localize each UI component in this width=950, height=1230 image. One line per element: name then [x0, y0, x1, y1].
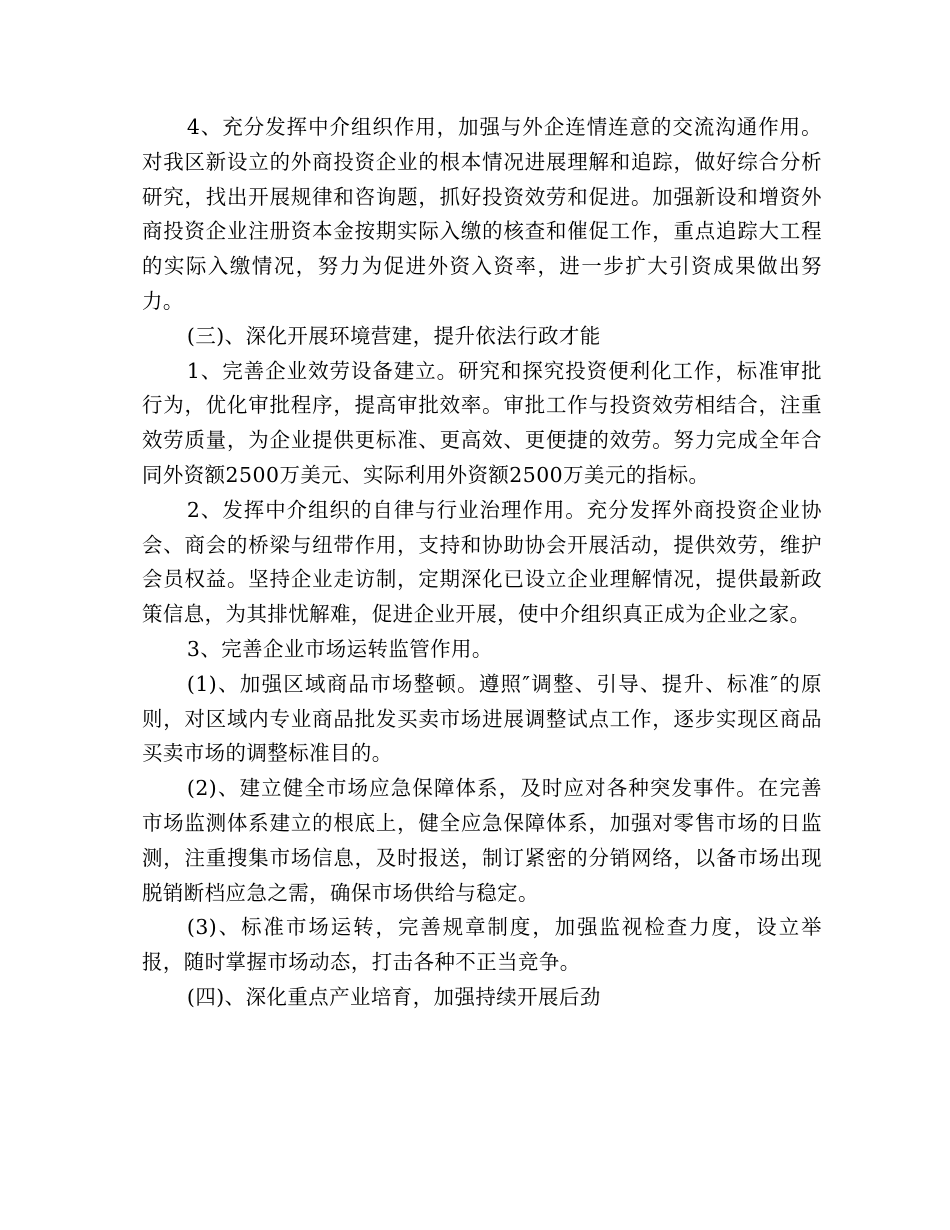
document-page — [142, 110, 822, 1015]
subparagraph-3-market-operation: (3)、标准市场运转，完善规章制度，加强监视检查力度，设立举报，随时掌握市场动态，打击各种不正当竞争。 — [142, 915, 822, 975]
section-heading-3: (三)、深化开展环境营建，提升依法行政才能 — [186, 323, 601, 348]
subparagraph-1-market-rectification: (1)、加强区域商品市场整顿。遵照″调整、引导、提升、标准″的原则，对区域内专业商品批发买卖市场进展调整试点工作，逐步实现区商品买卖市场的调整标准目的。 — [142, 671, 822, 766]
subparagraph-2-emergency-system: (2)、建立健全市场应急保障体系，及时应对各种突发事件。在完善市场监测体系建立的根底上，健全应急保障体系，加强对零售市场的日监测，注重搜集市场信息，及时报送，制订紧密的分销网络，以备市场出现脱销断档应急之需，确保市场供给与稳定。 — [142, 776, 822, 905]
paragraph-4-intermediary-organizations: 4、充分发挥中介组织作用，加强与外企连情连意的交流沟通作用。对我区新设立的外商投资企业的根本情况进展理解和追踪，做好综合分析研究，找出开展规律和咨询题，抓好投资效劳和促进。加强新设和增资外商投资企业注册资本金按期实际入缴的核查和催促工作，重点追踪大工程的实际入缴情况，努力为促进外资入资率，进一步扩大引资成果做出努力。 — [142, 115, 822, 313]
paragraph-2-intermediary-self-discipline: 2、发挥中介组织的自律与行业治理作用。充分发挥外商投资企业协会、商会的桥梁与纽带作用，支持和协助协会开展活动，提供效劳，维护会员权益。坚持企业走访制，定期深化已设立企业理解情况，提供最新政策信息，为其排忧解难，促进企业开展，使中介组织真正成为企业之家。 — [142, 497, 822, 627]
paragraph-3-market-supervision: 3、完善企业市场运转监管作用。 — [186, 636, 493, 661]
paragraph-1-enterprise-services: 1、完善企业效劳设备建立。研究和探究投资便利化工作，标准审批行为，优化审批程序，提高审批效率。审批工作与投资效劳相结合，注重效劳质量，为企业提供更标准、更高效、更便捷的效劳。努力完成全年合同外资额2500万美元、实际利用外资额2500万美元的指标。 — [142, 358, 822, 487]
section-heading-4: (四)、深化重点产业培育，加强持续开展后劲 — [186, 984, 601, 1009]
